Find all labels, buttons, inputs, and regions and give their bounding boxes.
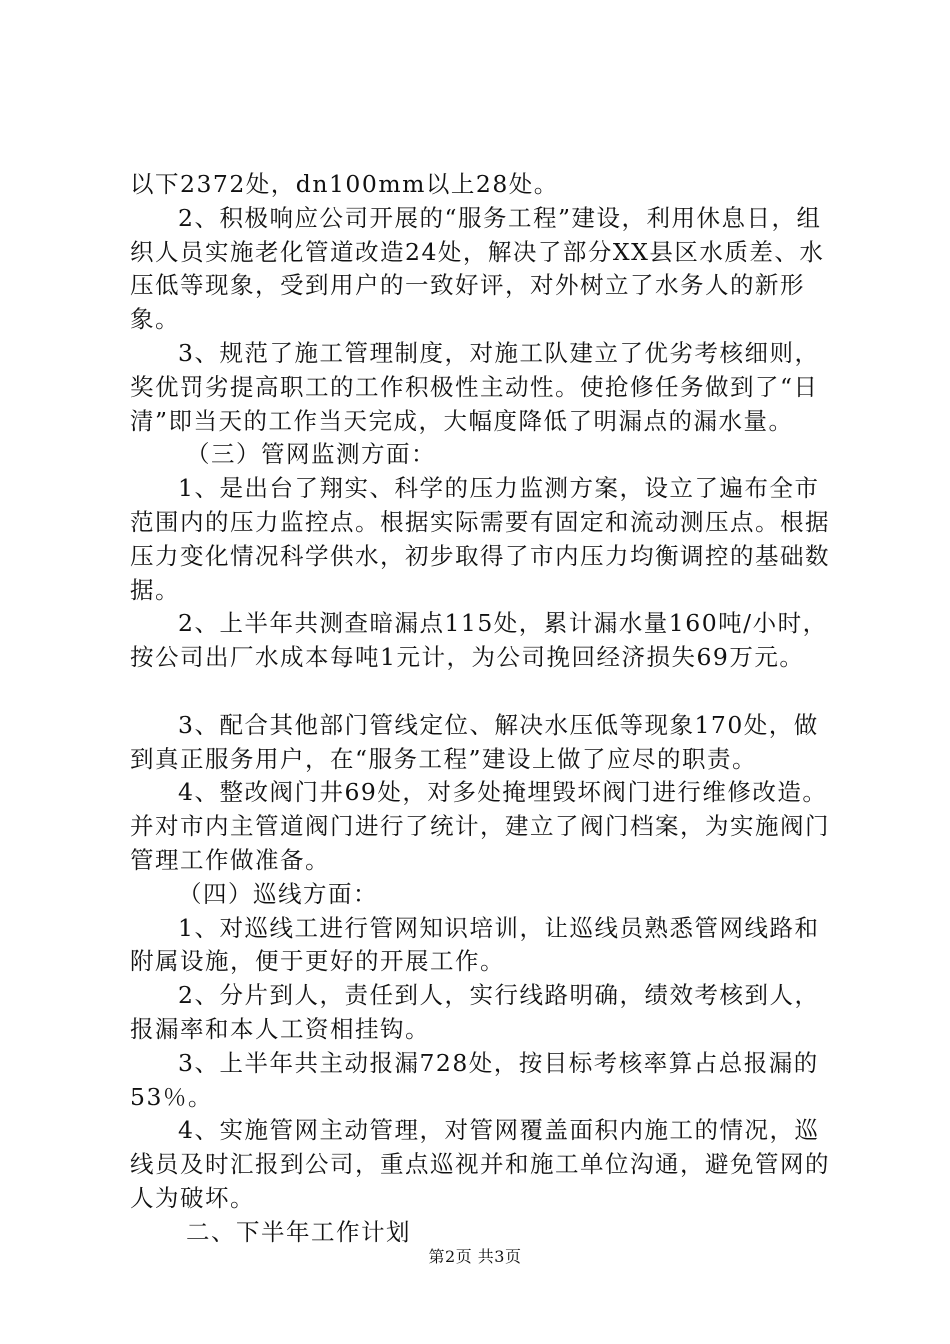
paragraph-5: 2、上半年共测查暗漏点115处，累计漏水量160吨/小时，按公司出厂水成本每吨1元计，为公司挽回经济损失69万元。 <box>130 609 828 672</box>
paragraph-2: 2、积极响应公司开展的“服务工程”建设，利用休息日，组织人员实施老化管道改造24处，解决了部分XX县区水质差、水压低等现象，受到用户的一致好评，对外树立了水务人的新形象。 <box>130 203 825 334</box>
paragraph-4: 1、是出台了翔实、科学的压力监测方案，设立了遍布全市范围内的压力监控点。根据实际需要有固定和流动测压点。根据压力变化情况科学供水，初步取得了市内压力均衡调控的基础数据。 <box>130 474 830 604</box>
page-footer: 第2页 共3页 <box>428 1247 522 1266</box>
paragraph-8: 1、对巡线工进行管网知识培训，让巡线员熟悉管网线路和附属设施，便于更好的开展工作。 <box>130 913 820 976</box>
paragraph-3: 3、规范了施工管理制度，对施工队建立了优劣考核细则，奖优罚劣提高职工的工作积极性主动性。使抢修任务做到了“日清”即当天的工作当天完成，大幅度降低了明漏点的漏水量。 <box>130 338 820 435</box>
paragraph-6: 3、配合其他部门管线定位、解决水压低等现象170处，做到真正服务用户，在“服务工程”建设上做了应尽的职责。 <box>130 710 819 773</box>
document-body <box>130 168 835 1250</box>
section-heading-3: （三）管网监测方面： <box>186 440 436 469</box>
paragraph-7: 4、整改阀门井69处，对多处掩埋毁坏阀门进行维修改造。并对市内主管道阀门进行了统计，建立了阀门档案，为实施阀门管理工作做准备。 <box>130 778 830 874</box>
paragraph-10: 3、上半年共主动报漏728处，按目标考核率算占总报漏的53％。 <box>130 1048 819 1111</box>
paragraph-9: 2、分片到人，责任到人，实行线路明确，绩效考核到人，报漏率和本人工资相挂钩。 <box>130 981 820 1043</box>
section-heading-4: （四）巡线方面： <box>178 879 378 908</box>
paragraph-11: 4、实施管网主动管理，对管网覆盖面积内施工的情况，巡线员及时汇报到公司，重点巡视并和施工单位沟通，避免管网的人为破坏。 <box>130 1116 830 1212</box>
section-heading-plan: 二、下半年工作计划 <box>186 1217 411 1246</box>
paragraph-1: 以下2372处，dn100mm以上28处。 <box>130 170 559 198</box>
